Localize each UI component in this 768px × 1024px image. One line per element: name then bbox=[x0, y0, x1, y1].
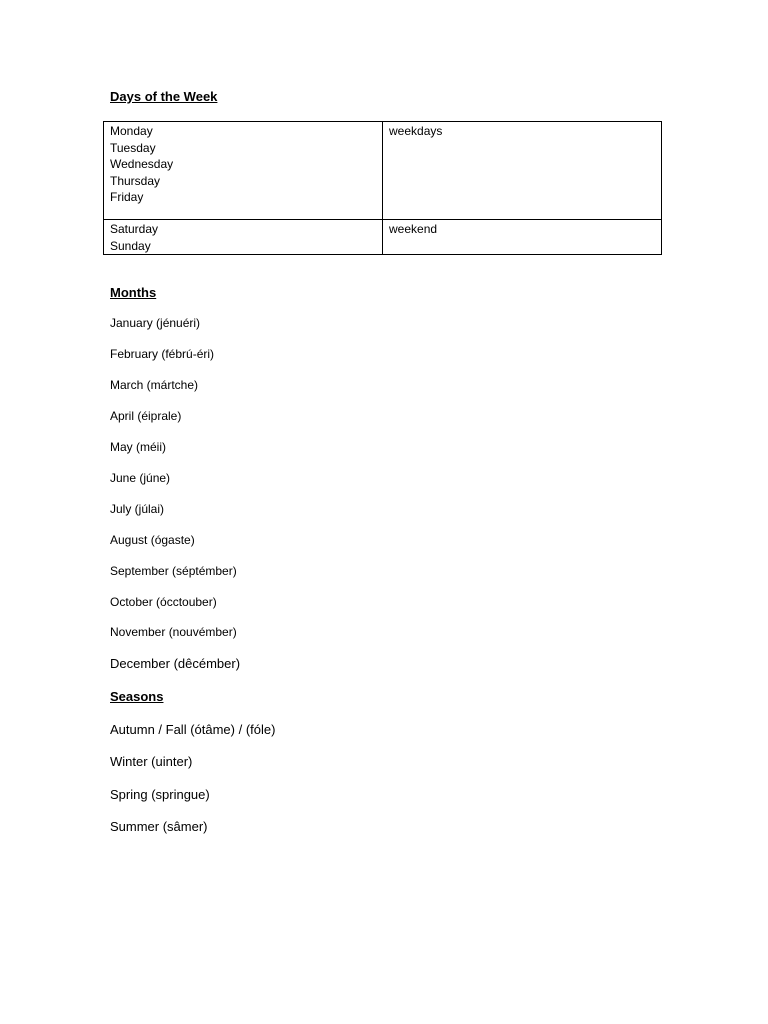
month-may: May (méii) bbox=[110, 440, 166, 454]
month-september: September (séptémber) bbox=[110, 564, 237, 578]
weekend-label: weekend bbox=[389, 222, 438, 236]
table-row-weekend bbox=[104, 220, 662, 255]
day-monday: Monday bbox=[110, 124, 153, 138]
weekdays-label-cell bbox=[383, 122, 662, 220]
month-march: March (mártche) bbox=[110, 378, 199, 392]
seasons-heading: Seasons bbox=[110, 689, 164, 704]
months-heading: Months bbox=[110, 285, 157, 300]
season-summer: Summer (sâmer) bbox=[110, 819, 208, 834]
weekdays-cell bbox=[104, 122, 383, 220]
month-april: April (éiprale) bbox=[110, 409, 182, 423]
month-october: October (ócctouber) bbox=[110, 595, 217, 609]
season-autumn: Autumn / Fall (ótâme) / (fóle) bbox=[110, 722, 276, 737]
month-june: June (júne) bbox=[110, 471, 171, 485]
day-sunday: Sunday bbox=[110, 238, 151, 253]
weekend-cell bbox=[104, 220, 383, 255]
month-december: December (dêcémber) bbox=[110, 656, 241, 671]
day-friday: Friday bbox=[110, 190, 144, 204]
season-winter: Winter (uinter) bbox=[110, 754, 193, 769]
days-heading: Days of the Week bbox=[110, 89, 218, 104]
season-spring: Spring (springue) bbox=[110, 787, 210, 802]
weekdays-label: weekdays bbox=[389, 124, 443, 138]
month-august: August (ógaste) bbox=[110, 533, 195, 547]
month-january: January (jénuéri) bbox=[110, 316, 201, 330]
day-thursday: Thursday bbox=[110, 173, 161, 188]
month-february: February (fébrú-éri) bbox=[110, 347, 215, 361]
day-tuesday: Tuesday bbox=[110, 140, 156, 155]
day-wednesday: Wednesday bbox=[110, 157, 174, 171]
month-july: July (júlai) bbox=[110, 502, 165, 516]
day-saturday: Saturday bbox=[110, 222, 159, 236]
weekend-label-cell bbox=[383, 220, 662, 255]
month-november: November (nouvémber) bbox=[110, 625, 237, 639]
table-row-weekdays bbox=[104, 122, 662, 220]
days-table bbox=[103, 121, 662, 255]
